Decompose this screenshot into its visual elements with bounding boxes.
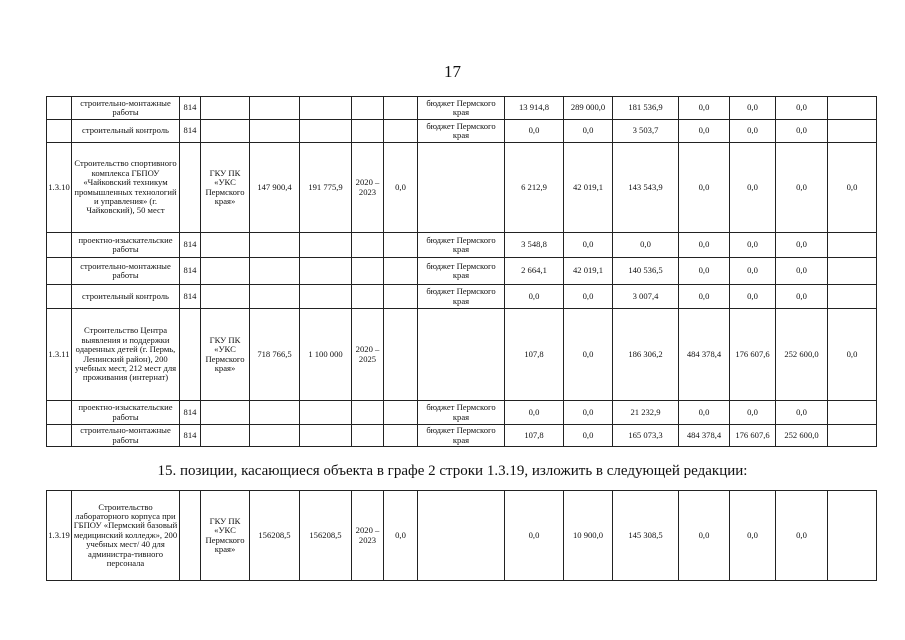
row-number-cell [47, 425, 72, 447]
value-cell: 165 073,3 [613, 425, 679, 447]
value-cell: 0,0 [776, 120, 828, 143]
work-row [47, 258, 877, 285]
value-cell: 3 503,7 [613, 120, 679, 143]
value-cell: 21 232,9 [613, 401, 679, 425]
empty-cell [250, 258, 300, 285]
row-number-cell [47, 401, 72, 425]
value-cell: 0,0 [776, 143, 828, 233]
done-cell [384, 309, 418, 401]
value-cell: 0,0 [564, 401, 613, 425]
code-cell: 814 [180, 97, 201, 120]
code-cell: 814 [180, 425, 201, 447]
code-cell: 814 [180, 233, 201, 258]
value-cell: 0,0 [679, 401, 730, 425]
source-cell: бюджет Пермского края [418, 233, 505, 258]
work-row [47, 425, 877, 447]
empty-cell [250, 425, 300, 447]
empty-cell [828, 120, 877, 143]
code-cell: 814 [180, 258, 201, 285]
code-cell [180, 491, 201, 581]
work-name-cell: строительно-монтажные работы [72, 425, 180, 447]
empty-cell [828, 97, 877, 120]
row-number-cell [47, 120, 72, 143]
empty-cell [300, 285, 352, 309]
value-cell: 0,0 [679, 143, 730, 233]
empty-cell [201, 425, 250, 447]
limit-cell: 1 100 000 [300, 309, 352, 401]
empty-cell [384, 258, 418, 285]
empty-cell [384, 233, 418, 258]
empty-cell [828, 425, 877, 447]
object-name-cell: Строительство лабораторного корпуса при ГБПОУ «Пермский базовый медицинский колледж», 200 учебных мест/ 40 для администра-тивного персонала [72, 491, 180, 581]
value-cell: 176 607,6 [730, 309, 776, 401]
value-cell: 252 600,0 [776, 425, 828, 447]
period-cell: 2020 – 2023 [352, 491, 384, 581]
object-row [47, 491, 877, 581]
empty-cell [828, 233, 877, 258]
row-number-cell [47, 285, 72, 309]
value-cell: 13 914,8 [505, 97, 564, 120]
row-number-cell [47, 233, 72, 258]
empty-cell [384, 425, 418, 447]
empty-cell [384, 97, 418, 120]
value-cell: 0,0 [564, 233, 613, 258]
empty-cell [352, 258, 384, 285]
period-cell: 2020 – 2023 [352, 143, 384, 233]
empty-cell [201, 97, 250, 120]
limit-cell: 156208,5 [300, 491, 352, 581]
value-cell: 0,0 [564, 309, 613, 401]
value-cell: 0,0 [776, 285, 828, 309]
done-cell: 0,0 [384, 143, 418, 233]
value-cell: 0,0 [679, 285, 730, 309]
empty-cell [352, 285, 384, 309]
work-row [47, 285, 877, 309]
empty-cell [352, 425, 384, 447]
work-row [47, 233, 877, 258]
value-cell: 107,8 [505, 425, 564, 447]
value-cell: 0,0 [679, 233, 730, 258]
code-cell: 814 [180, 285, 201, 309]
value-cell: 107,8 [505, 309, 564, 401]
value-cell: 0,0 [730, 401, 776, 425]
empty-cell [300, 120, 352, 143]
source-cell: бюджет Пермского края [418, 258, 505, 285]
row-number-cell [47, 258, 72, 285]
empty-cell [300, 97, 352, 120]
value-cell: 0,0 [564, 285, 613, 309]
empty-cell [201, 120, 250, 143]
source-cell: бюджет Пермского края [418, 120, 505, 143]
work-row [47, 401, 877, 425]
code-cell [180, 309, 201, 401]
section-heading: 15. позиции, касающиеся объекта в графе 2 строки 1.3.19, изложить в следующей редакции: [157, 463, 748, 479]
code-cell: 814 [180, 401, 201, 425]
row-number-cell: 1.3.11 [47, 309, 72, 401]
value-cell: 0,0 [776, 401, 828, 425]
value-cell: 0,0 [564, 120, 613, 143]
empty-cell [250, 401, 300, 425]
customer-cell: ГКУ ПК «УКС Пермского края» [201, 309, 250, 401]
object-row [47, 309, 877, 401]
value-cell: 289 000,0 [564, 97, 613, 120]
empty-cell [384, 120, 418, 143]
page-number: 17 [444, 62, 461, 81]
value-cell: 0,0 [730, 285, 776, 309]
value-cell: 0,0 [776, 97, 828, 120]
empty-cell [300, 233, 352, 258]
object-name-cell: Строительство спортивного комплекса ГБПОУ «Чайковский техникум промышленных технологий и управления» (г. Чайковский), 50 мест [72, 143, 180, 233]
work-name-cell: строительный контроль [72, 285, 180, 309]
work-row [47, 120, 877, 143]
work-name-cell: проектно-изыскательские работы [72, 401, 180, 425]
value-cell: 484 378,4 [679, 425, 730, 447]
cost-cell: 718 766,5 [250, 309, 300, 401]
value-cell: 0,0 [679, 120, 730, 143]
object-name-cell: Строительство Центра выявления и поддержки одаренных детей (г. Пермь, Ленинский район), 200 учебных мест, 212 мест для проживания (интернат) [72, 309, 180, 401]
empty-cell [201, 285, 250, 309]
row-number-cell: 1.3.10 [47, 143, 72, 233]
code-cell [180, 143, 201, 233]
empty-cell [201, 401, 250, 425]
empty-cell [352, 233, 384, 258]
value-cell: 252 600,0 [776, 309, 828, 401]
value-cell: 176 607,6 [730, 425, 776, 447]
empty-cell [828, 258, 877, 285]
value-cell: 0,0 [776, 233, 828, 258]
value-cell: 0,0 [730, 97, 776, 120]
empty-cell [352, 120, 384, 143]
value-cell: 0,0 [730, 143, 776, 233]
value-cell: 140 536,5 [613, 258, 679, 285]
value-cell: 42 019,1 [564, 258, 613, 285]
empty-cell [250, 120, 300, 143]
empty-cell [384, 285, 418, 309]
value-cell: 145 308,5 [613, 491, 679, 581]
empty-cell [300, 401, 352, 425]
work-name-cell: строительно-монтажные работы [72, 258, 180, 285]
objects-table [46, 96, 877, 447]
row-number-cell: 1.3.19 [47, 491, 72, 581]
value-cell: 0,0 [828, 309, 877, 401]
empty-cell [250, 97, 300, 120]
empty-cell [201, 258, 250, 285]
value-cell: 10 900,0 [564, 491, 613, 581]
empty-cell [201, 233, 250, 258]
value-cell: 0,0 [613, 233, 679, 258]
empty-cell [300, 258, 352, 285]
period-cell: 2020 – 2025 [352, 309, 384, 401]
empty-cell [828, 401, 877, 425]
value-cell: 484 378,4 [679, 309, 730, 401]
value-cell: 0,0 [505, 491, 564, 581]
source-cell: бюджет Пермского края [418, 97, 505, 120]
limit-cell: 191 775,9 [300, 143, 352, 233]
work-name-cell: проектно-изыскательские работы [72, 233, 180, 258]
value-cell: 0,0 [505, 285, 564, 309]
value-cell: 143 543,9 [613, 143, 679, 233]
row-number-cell [47, 97, 72, 120]
customer-cell: ГКУ ПК «УКС Пермского края» [201, 491, 250, 581]
value-cell: 181 536,9 [613, 97, 679, 120]
source-cell [418, 143, 505, 233]
work-row [47, 97, 877, 120]
empty-cell [250, 233, 300, 258]
empty-cell [384, 401, 418, 425]
cost-cell: 156208,5 [250, 491, 300, 581]
value-cell: 0,0 [776, 258, 828, 285]
value-cell: 0,0 [679, 97, 730, 120]
source-cell: бюджет Пермского края [418, 425, 505, 447]
customer-cell: ГКУ ПК «УКС Пермского края» [201, 143, 250, 233]
value-cell: 186 306,2 [613, 309, 679, 401]
value-cell: 42 019,1 [564, 143, 613, 233]
work-name-cell: строительный контроль [72, 120, 180, 143]
value-cell: 0,0 [730, 258, 776, 285]
empty-cell [300, 425, 352, 447]
empty-cell [352, 97, 384, 120]
value-cell: 3 007,4 [613, 285, 679, 309]
value-cell: 0,0 [564, 425, 613, 447]
object-1-3-19-table [46, 490, 877, 581]
value-cell: 0,0 [730, 491, 776, 581]
value-cell: 0,0 [730, 120, 776, 143]
source-cell: бюджет Пермского края [418, 285, 505, 309]
source-cell: бюджет Пермского края [418, 401, 505, 425]
value-cell: 2 664,1 [505, 258, 564, 285]
object-row [47, 143, 877, 233]
value-cell: 0,0 [505, 120, 564, 143]
done-cell: 0,0 [384, 491, 418, 581]
source-cell [418, 491, 505, 581]
value-cell: 0,0 [679, 491, 730, 581]
value-cell: 6 212,9 [505, 143, 564, 233]
work-name-cell: строительно-монтажные работы [72, 97, 180, 120]
code-cell: 814 [180, 120, 201, 143]
value-cell: 0,0 [776, 491, 828, 581]
value-cell [828, 491, 877, 581]
empty-cell [250, 285, 300, 309]
empty-cell [352, 401, 384, 425]
value-cell: 0,0 [505, 401, 564, 425]
value-cell: 0,0 [679, 258, 730, 285]
empty-cell [828, 285, 877, 309]
value-cell: 3 548,8 [505, 233, 564, 258]
value-cell: 0,0 [730, 233, 776, 258]
value-cell: 0,0 [828, 143, 877, 233]
cost-cell: 147 900,4 [250, 143, 300, 233]
source-cell [418, 309, 505, 401]
